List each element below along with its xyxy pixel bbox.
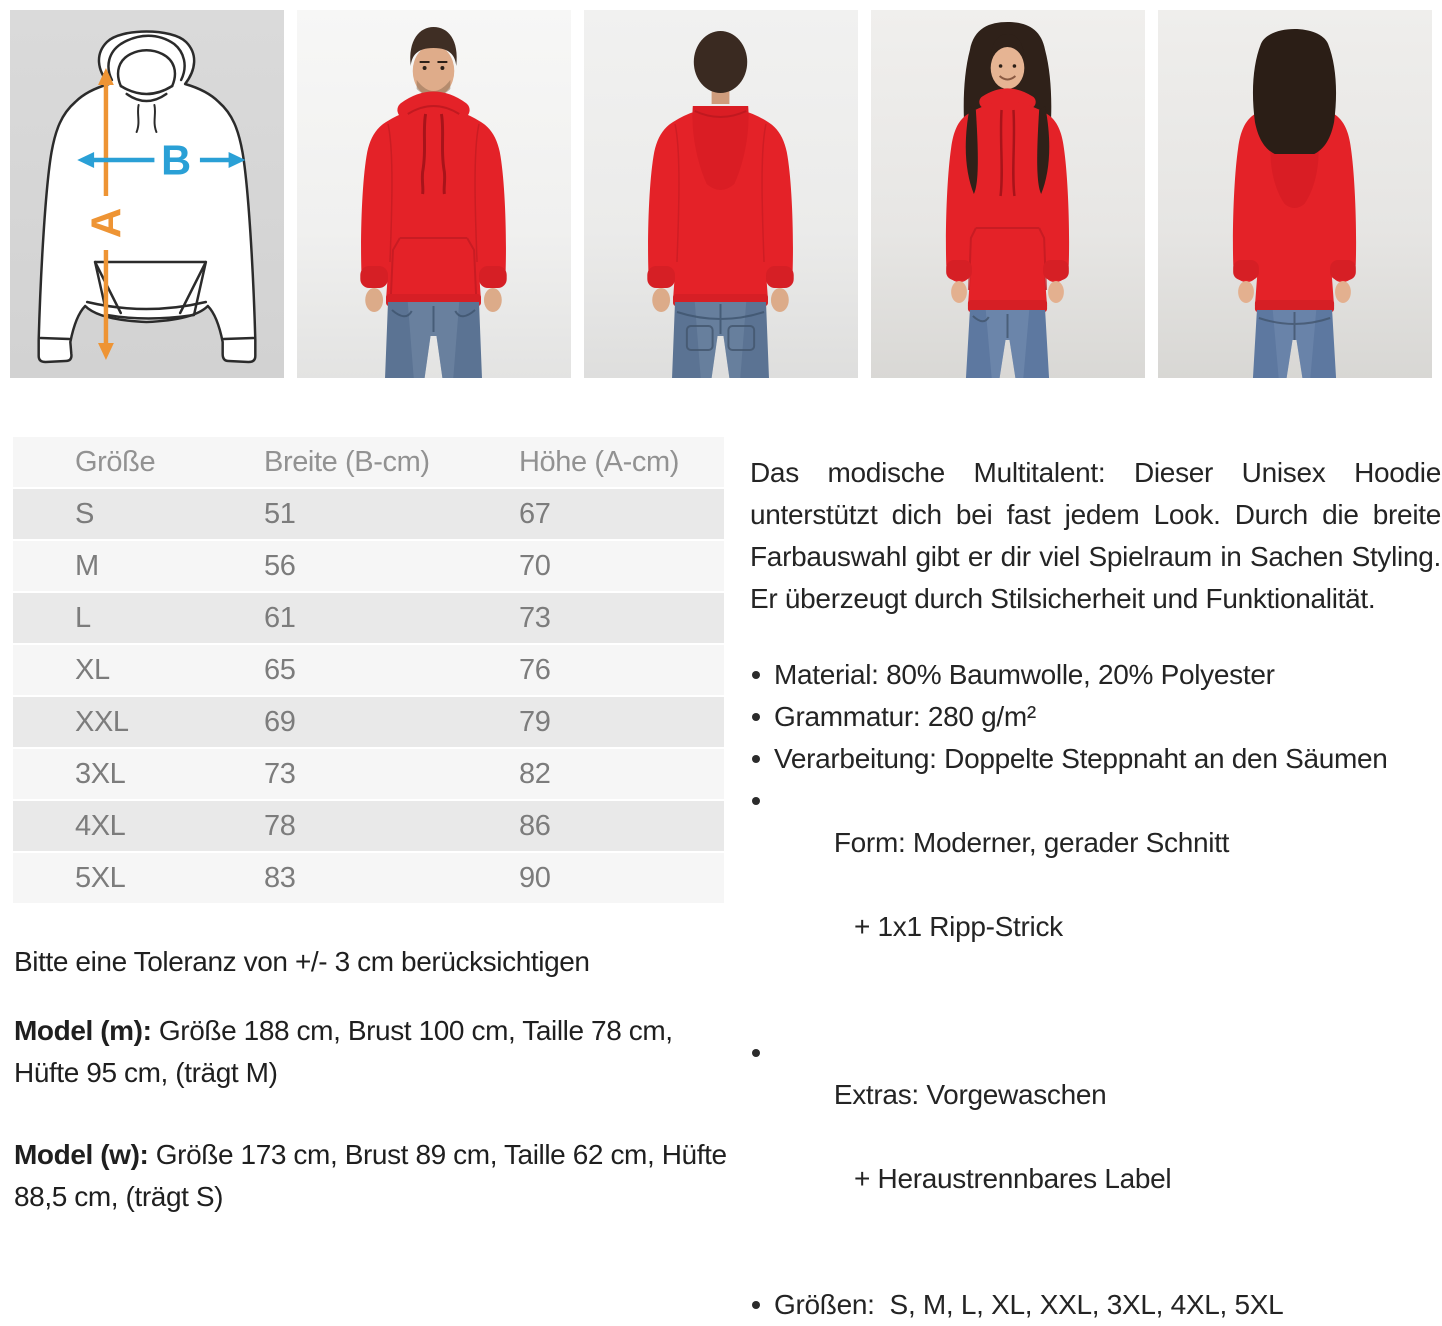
man-front-photo: [297, 10, 571, 378]
breite-cell: 73: [264, 758, 296, 790]
list-item-groessen: [750, 1284, 1441, 1326]
hoodie-measurement-diagram: [10, 10, 284, 378]
breite-cell: 56: [264, 550, 296, 582]
size-cell: 4XL: [75, 810, 126, 842]
model-w-text: Größe 173 cm, Brust 89 cm, Taille 62 cm, Hüfte 88,5 cm, (trägt S): [14, 1139, 727, 1212]
hoehe-cell: 70: [519, 550, 551, 582]
table-row: [13, 853, 724, 905]
size-chart-table: [13, 437, 724, 905]
size-cell: M: [75, 550, 99, 582]
size-cell: S: [75, 498, 94, 530]
table-row: [13, 645, 724, 697]
woman-front-photo: [871, 10, 1145, 378]
model-w-note: [14, 1134, 734, 1218]
list-item-text: Grammatur: 280 g/m²: [774, 701, 1036, 732]
woman-back-photo: [1158, 10, 1432, 378]
table-row: [13, 593, 724, 645]
breite-cell: 61: [264, 602, 296, 634]
size-cell: 5XL: [75, 862, 126, 894]
hoehe-cell: 79: [519, 706, 551, 738]
list-item-extras: [750, 1032, 1441, 1284]
size-cell: XL: [75, 654, 110, 686]
list-item-subline: + 1x1 Ripp-Strick: [854, 911, 1063, 942]
breite-cell: 69: [264, 706, 296, 738]
list-item-text: Material: 80% Baumwolle, 20% Polyester: [774, 659, 1275, 690]
list-item-text: [774, 780, 1229, 1032]
label-b: B: [161, 136, 192, 184]
hoehe-cell: 86: [519, 810, 551, 842]
list-item-text: [774, 1032, 1171, 1284]
list-item-verarbeitung: [750, 738, 1441, 780]
label-a: A: [82, 207, 130, 239]
product-image-strip: [10, 10, 1432, 378]
tolerance-note: Bitte eine Toleranz von +/- 3 cm berücksichtigen: [14, 946, 590, 977]
column-header-breite: Breite (B-cm): [264, 446, 430, 478]
hoehe-cell: 82: [519, 758, 551, 790]
list-item-material: [750, 654, 1441, 696]
description-intro: Das modische Multitalent: Dieser Unisex Hoodie unterstützt dich bei fast jedem Look. Durch die breite Farbauswahl gibt er dir viel Spielraum in Sachen Styling. Er überzeugt durch Stilsicherheit und Funktionalität.: [750, 457, 1441, 614]
list-item-main: Extras: Vorgewaschen: [833, 1079, 1107, 1110]
size-cell: L: [75, 602, 91, 634]
product-photo-woman-back: [1158, 10, 1432, 378]
size-diagram-image: [10, 10, 284, 378]
breite-cell: 51: [264, 498, 296, 530]
list-item-text: Verarbeitung: Doppelte Steppnaht an den Säumen: [774, 743, 1388, 774]
list-item-subline: + Heraustrennbares Label: [854, 1163, 1172, 1194]
size-cell: 3XL: [75, 758, 126, 790]
table-row: [13, 541, 724, 593]
list-item-main: Form: Moderner, gerader Schnitt: [833, 827, 1230, 858]
hoehe-cell: 73: [519, 602, 551, 634]
product-description: [750, 452, 1441, 1326]
list-item-grammatur: [750, 696, 1441, 738]
table-header-row: [13, 437, 724, 489]
model-m-label: Model (m):: [14, 1015, 152, 1046]
model-m-text: Größe 188 cm, Brust 100 cm, Taille 78 cm, Hüfte 95 cm, (trägt M): [14, 1015, 673, 1088]
column-header-hoehe: Höhe (A-cm): [519, 446, 679, 478]
model-w-label: Model (w):: [14, 1139, 149, 1170]
table-row: [13, 489, 724, 541]
hoehe-cell: 90: [519, 862, 551, 894]
column-header-groesse: Größe: [75, 446, 156, 478]
table-row: [13, 697, 724, 749]
table-row: [13, 749, 724, 801]
man-back-photo: [584, 10, 858, 378]
size-cell: XXL: [75, 706, 129, 738]
list-item-text: Größen: S, M, L, XL, XXL, 3XL, 4XL, 5XL: [774, 1289, 1284, 1320]
product-photo-woman-front: [871, 10, 1145, 378]
breite-cell: 78: [264, 810, 296, 842]
breite-cell: 65: [264, 654, 296, 686]
product-photo-man-front: [297, 10, 571, 378]
hoehe-cell: 76: [519, 654, 551, 686]
breite-cell: 83: [264, 862, 296, 894]
hoehe-cell: 67: [519, 498, 551, 530]
feature-list: [750, 654, 1441, 1326]
model-m-note: [14, 1010, 734, 1094]
list-item-form: [750, 780, 1441, 1032]
product-photo-man-back: [584, 10, 858, 378]
table-row: [13, 801, 724, 853]
